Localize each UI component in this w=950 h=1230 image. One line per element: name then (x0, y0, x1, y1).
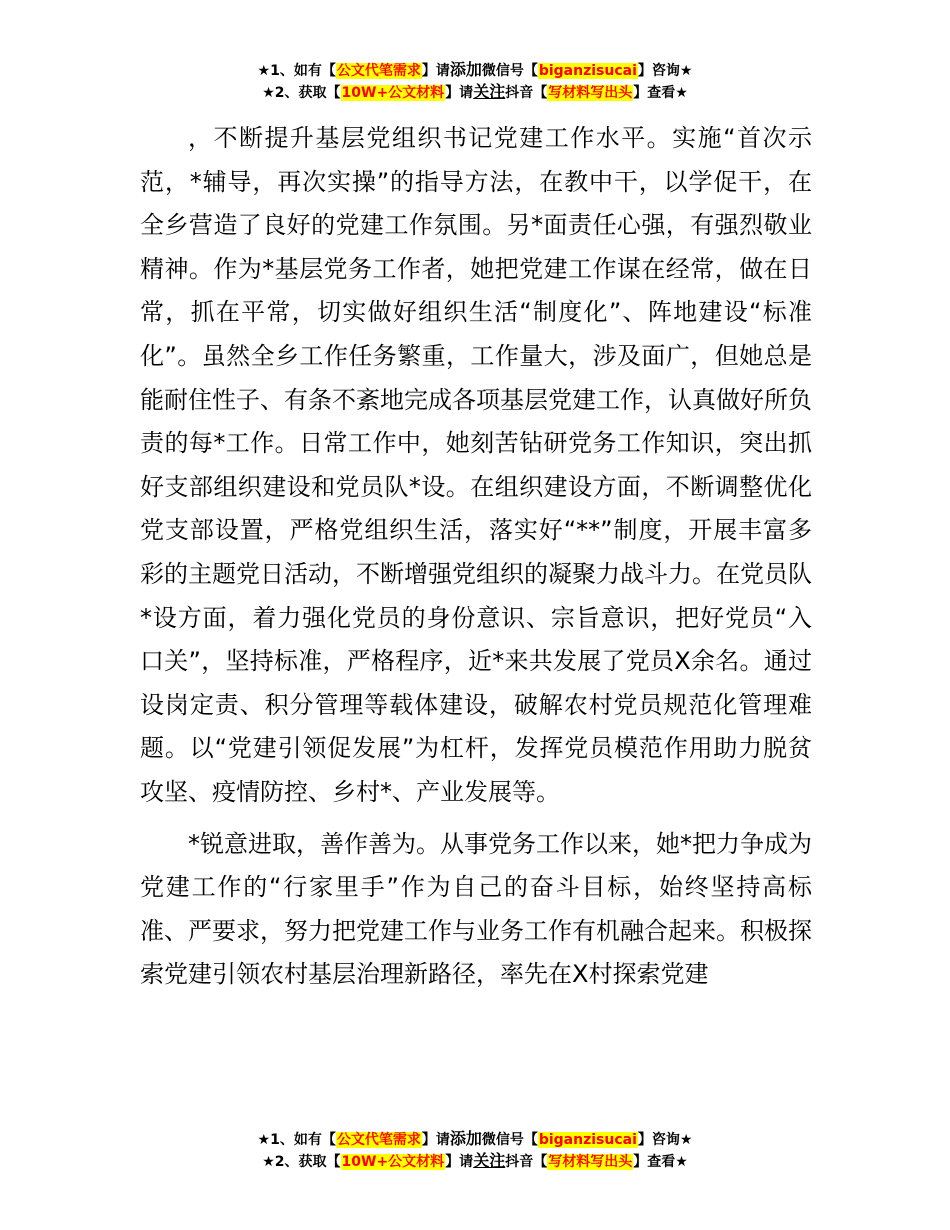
banner-emphasis: 关注 (473, 82, 506, 101)
banner-highlight: 10W+公文材料 (341, 1154, 445, 1170)
banner-text: 】请 (445, 1154, 474, 1170)
banner-text: ★2、获取【 (262, 1154, 341, 1170)
banner-highlight: 公文代笔需求 (336, 1132, 421, 1148)
banner-text: 抖音【 (505, 85, 548, 101)
banner-highlight: biganzisucai (538, 63, 637, 79)
document-body (140, 117, 812, 997)
banner-text: 】请 (421, 63, 450, 79)
banner-text: 】查看★ (633, 1154, 688, 1170)
banner-highlight: 写材料写出头 (548, 1154, 633, 1170)
body-paragraph: *锐意进取，善作善为。从事党务工作以来，她*把力争成为党建工作的“行家里手”作为自己的奋斗目标，始终坚持高标准、严要求，努力把党建工作与业务工作有机融合起来。积极探索党建引领农村基层治理新路径，率先在X村探索党建 (140, 829, 812, 989)
banner-text: 】请 (445, 85, 474, 101)
banner-text: 微信号【 (481, 1132, 538, 1148)
banner-text: 微信号【 (481, 63, 538, 79)
body-paragraph: ，不断提升基层党组织书记党建工作水平。实施“首次示范，*辅导，再次实操”的指导方法，在教中干，以学促干，在全乡营造了良好的党建工作氛围。另*面责任心强，有强烈敬业精神。作为*基层党务工作者，她把党建工作谋在经常，做在日常，抓在平常，切实做好组织生活“制度化”、阵地建设“标准化”。虽然全乡工作任务繁重，工作量大，涉及面广，但她总是能耐住性子、有条不紊地完成各项基层党建工作，认真做好所负责的每*工作。日常工作中，她刻苦钻研党务工作知识，突出抓好支部组织建设和党员队*设。在组织建设方面，不断调整优化党支部设置，严格党组织生活，落实好“**”制度，开展丰富多彩的主题党日活动，不断增强党组织的凝聚力战斗力。在党员队*设方面，着力强化党员的身份意识、宗旨意识，把好党员“入口关”，坚持标准，严格程序，近*来共发展了党员X余名。通过设岗定责、积分管理等载体建设，破解农村党员规范化管理难题。以“党建引领促发展”为杠杆，发挥党员模范作用助力脱贫攻坚、疫情防控、乡村*、产业发展等。 (140, 124, 812, 806)
banner-text: 】咨询★ (637, 1132, 693, 1148)
banner-line-2 (0, 81, 950, 103)
header-banner (0, 59, 950, 103)
banner-text: 抖音【 (505, 1154, 548, 1170)
banner-text: ★1、如有【 (257, 1132, 336, 1148)
banner-text: 】查看★ (633, 85, 688, 101)
banner-text: ★2、获取【 (262, 85, 341, 101)
banner-emphasis: 关注 (473, 1151, 506, 1170)
banner-highlight: biganzisucai (538, 1132, 637, 1148)
banner-line-1 (0, 59, 950, 81)
banner-highlight: 写材料写出头 (548, 85, 633, 101)
banner-highlight: 公文代笔需求 (336, 63, 421, 79)
footer-banner (0, 1128, 950, 1172)
banner-text: 】请 (421, 1132, 450, 1148)
banner-line-1 (0, 1128, 950, 1150)
banner-line-2 (0, 1150, 950, 1172)
banner-highlight: 10W+公文材料 (341, 85, 445, 101)
banner-text: ★1、如有【 (257, 63, 336, 79)
banner-emphasis: 添加 (449, 1129, 482, 1148)
banner-text: 】咨询★ (637, 63, 693, 79)
banner-emphasis: 添加 (449, 60, 482, 79)
